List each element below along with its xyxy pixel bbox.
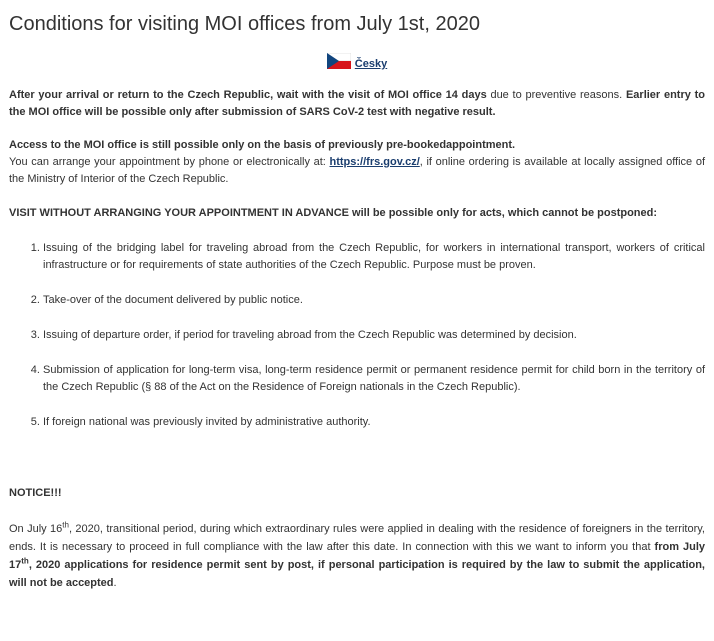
quarantine-paragraph bbox=[9, 87, 705, 121]
visit-without-appointment-text: VISIT WITHOUT ARRANGING YOUR APPOINTMENT IN ADVANCE will be possible only for acts, which cannot be postponed: bbox=[9, 207, 658, 219]
notice-bold-b: , 2020 applications for residence permit sent by post, if personal participation is required by the law to submit the application, will not be accepted bbox=[9, 559, 705, 589]
test-requirement-text: Earlier entry to the MOI office will be possible only after submission of SARS CoV-2 test with negative result. bbox=[9, 89, 705, 118]
language-switch bbox=[9, 53, 705, 73]
notice-title: NOTICE!!! bbox=[9, 487, 62, 499]
list-item: 5. If foreign national was previously invited by administrative authority. bbox=[43, 414, 705, 431]
appointment-text-after-link: , if online ordering is available at locally assigned office of the Ministry of Interior of the Czech Republic. bbox=[9, 156, 705, 185]
notice-sup-a: th bbox=[62, 520, 69, 530]
frs-link[interactable]: https://frs.gov.cz/ bbox=[329, 156, 420, 168]
notice-bold-a: from July 17 bbox=[9, 541, 705, 571]
list-item: 1. Issuing of the bridging label for traveling abroad from the Czech Republic, for workers in international transport, workers of critical infrastructure or for requirements of state authorities of the Czech Republic. Purpose must be proven. bbox=[43, 240, 705, 274]
notice-text-a: On July 16 bbox=[9, 523, 63, 535]
czech-flag-icon bbox=[327, 53, 351, 69]
exception-list bbox=[9, 240, 705, 431]
visit-without-appointment-heading bbox=[9, 205, 705, 222]
page-title: Conditions for visiting MOI offices from July 1st, 2020 bbox=[9, 13, 480, 35]
czech-language-link[interactable]: Česky bbox=[354, 58, 388, 70]
notice-text-c: . bbox=[113, 577, 117, 589]
quarantine-bold-text: After your arrival or return to the Czech Republic, wait with the visit of MOI office 14 days bbox=[9, 89, 487, 101]
notice-sup-b: th bbox=[21, 556, 29, 566]
appointment-text-before-link: You can arrange your appointment by phone or electronically at: bbox=[9, 156, 330, 168]
notice-body bbox=[9, 520, 705, 592]
notice-text-b: , 2020, transitional period, during which extraordinary rules were applied in dealing with the residence of foreigners in the territory, ends. It is necessary to proceed in full compliance with the law after this date. In connection with this we want to inform you that bbox=[9, 523, 705, 553]
list-item: 3. Issuing of departure order, if period for traveling abroad from the Czech Republic was determined by decision. bbox=[43, 327, 705, 344]
quarantine-normal-text: due to preventive reasons. bbox=[486, 89, 626, 101]
appointment-paragraph bbox=[9, 137, 705, 188]
list-item: 2. Take-over of the document delivered by public notice. bbox=[43, 292, 705, 309]
list-item: 4. Submission of application for long-term visa, long-term residence permit or permanent residence permit for child born in the territory of the Czech Republic (§ 88 of the Act on the Residence of Foreign nationals in the Czech Republic). bbox=[43, 362, 705, 396]
appointment-bold-text: Access to the MOI office is still possible only on the basis of previously pre-bookedappointment. bbox=[9, 139, 516, 151]
